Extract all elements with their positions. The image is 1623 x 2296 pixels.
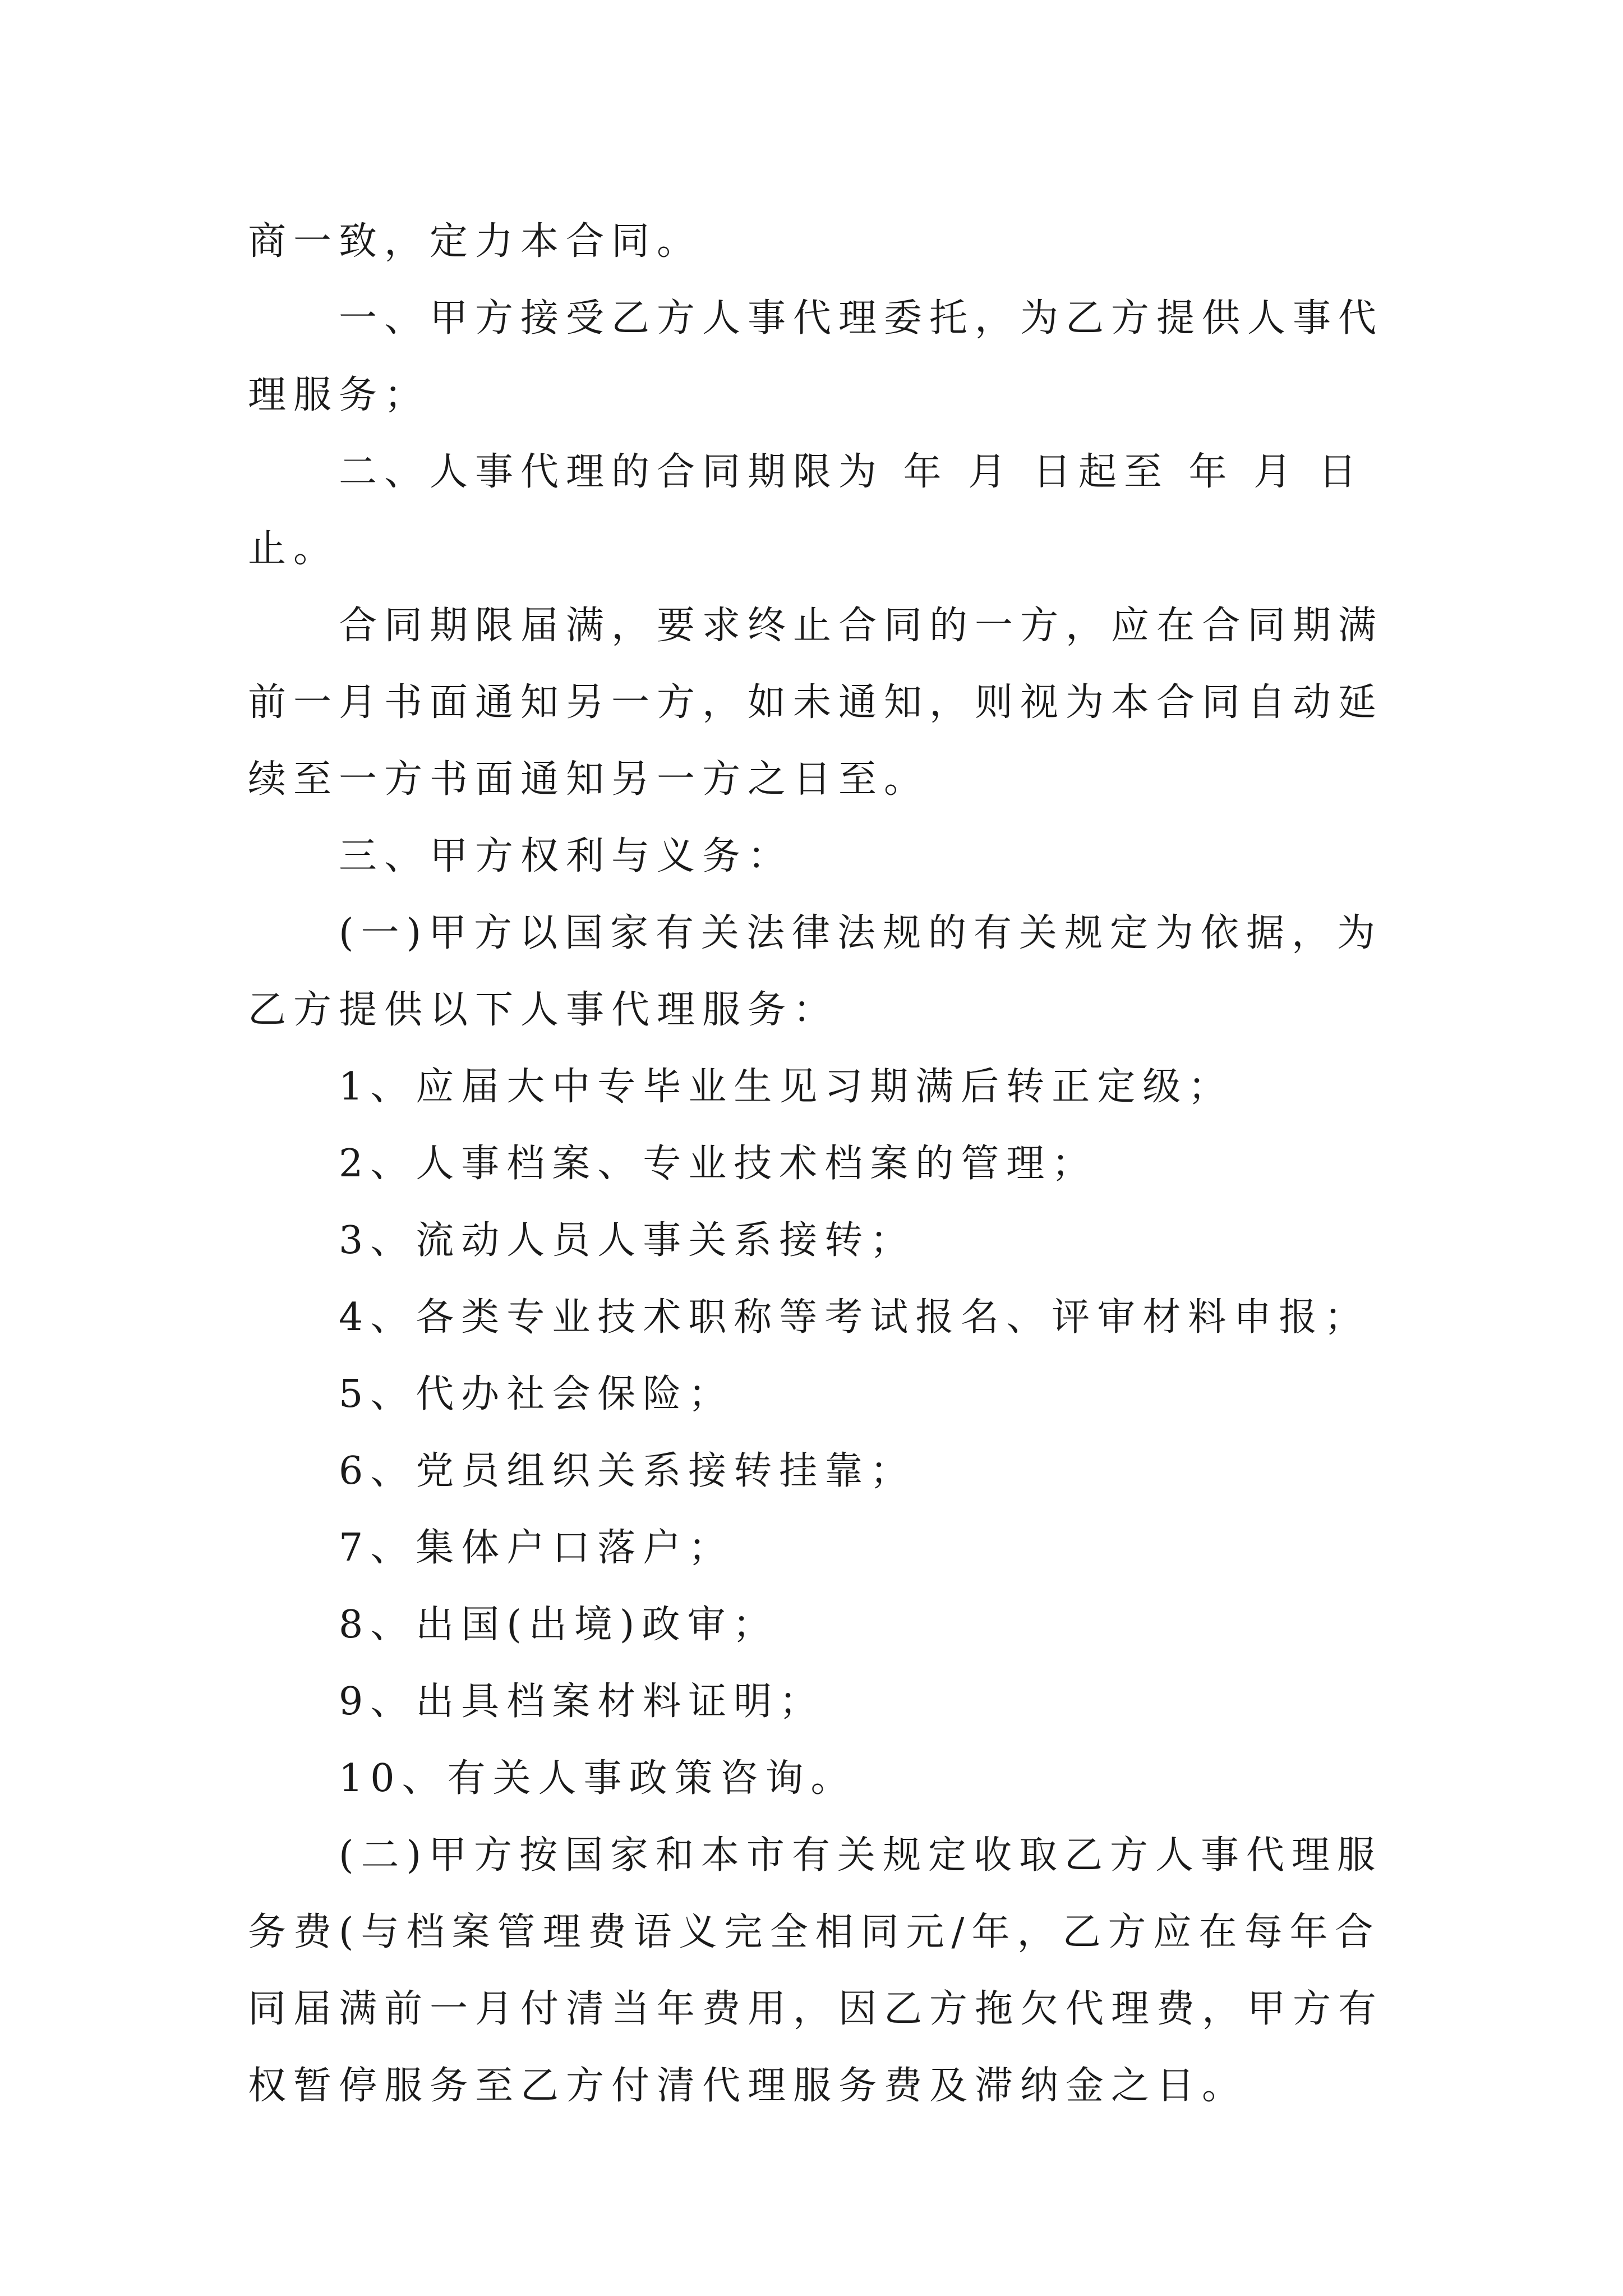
paragraph-subclause-1: (一)甲方以国家有关法律法规的有关规定为依据，为乙方提供以下人事代理服务： [248, 911, 1383, 1032]
paragraph-subclause-2: (二)甲方按国家和本市有关规定收取乙方人事代理服务费(与档案管理费语义完全相同元/年，乙方应在每年合同届满前一月付清当年费用，因乙方拖欠代理费，甲方有权暂停服务至乙方付清代理服务费及滞纳金之日。 [248, 1833, 1384, 2108]
list-item-service-8: 8、出国(出境)政审； [339, 1603, 778, 1647]
list-item-service-1: 1、应届大中专毕业生见习期满后转正定级； [339, 1065, 1234, 1109]
list-item-service-6: 6、党员组织关系接转挂靠； [339, 1449, 916, 1493]
list-item-service-3: 3、流动人员人事关系接转； [339, 1218, 916, 1263]
paragraph-clause-3-heading: 三、甲方权利与义务： [339, 834, 794, 878]
list-item-service-2: 2、人事档案、专业技术档案的管理； [339, 1142, 1098, 1186]
paragraph-clause-1: 一、甲方接受乙方人事代理委托，为乙方提供人事代理服务； [248, 296, 1384, 417]
paragraph-expiry-notice: 合同期限届满，要求终止合同的一方，应在合同期满前一月书面通知另一方，如未通知，则视为本合同自动延续至一方书面通知另一方之日至。 [248, 604, 1384, 802]
paragraph-opening: 商一致，定力本合同。 [248, 219, 703, 264]
list-item-service-4: 4、各类专业技术职称等考试报名、评审材料申报； [339, 1295, 1370, 1340]
list-item-service-7: 7、集体户口落户； [339, 1526, 734, 1570]
list-item-service-10: 10、有关人事政策咨询。 [339, 1756, 856, 1801]
list-item-service-9: 9、出具档案材料证明； [339, 1680, 825, 1724]
document-body [248, 203, 1386, 2124]
list-item-service-5: 5、代办社会保险； [339, 1372, 734, 1416]
paragraph-clause-2: 二、人事代理的合同期限为 年 月 日起至 年 月 日止。 [248, 450, 1364, 571]
